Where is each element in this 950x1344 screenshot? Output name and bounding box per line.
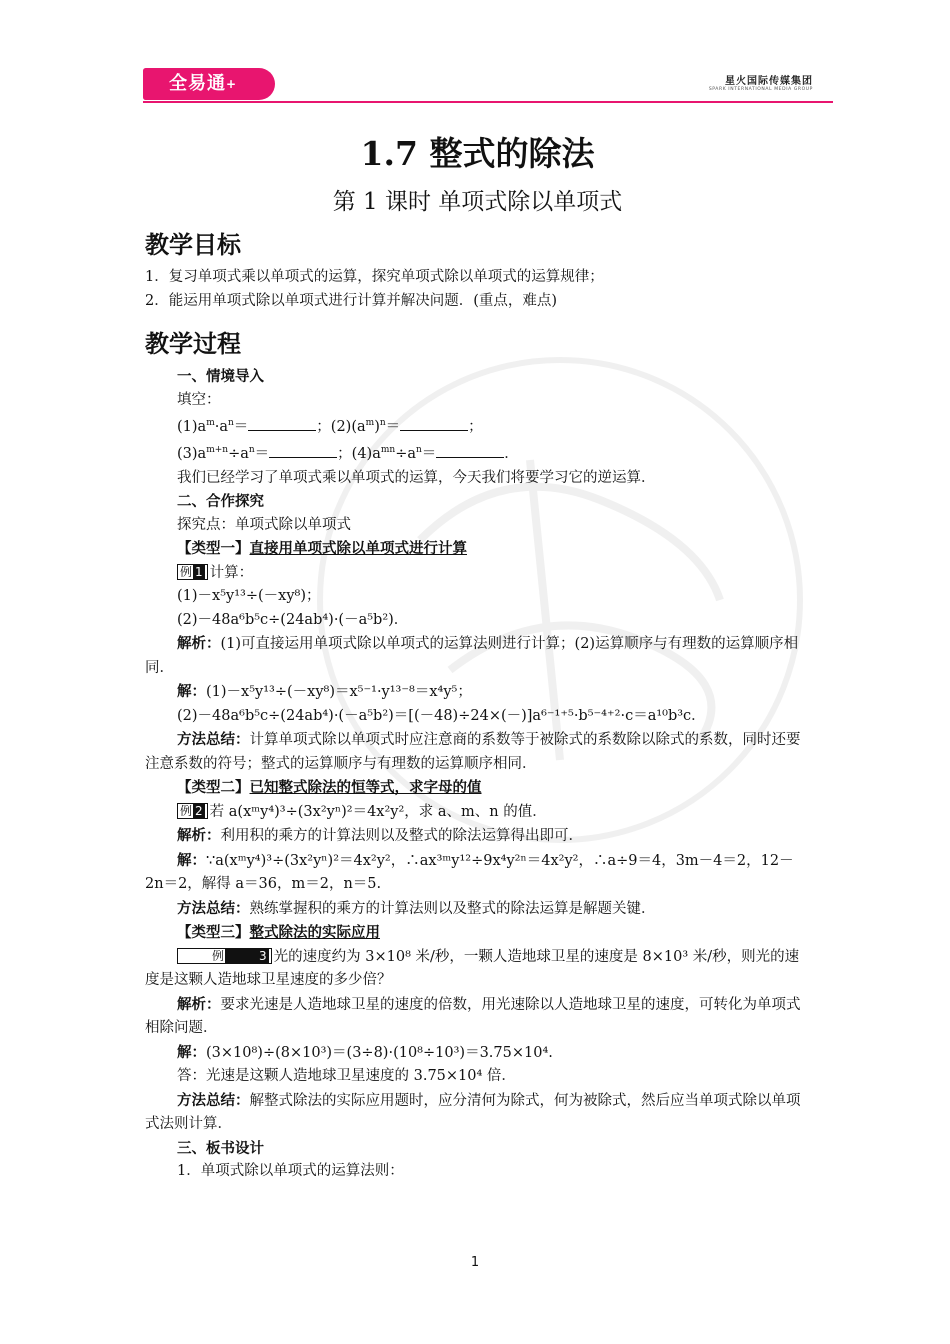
header-divider bbox=[143, 101, 833, 103]
example-1-summary: 方法总结：计算单项式除以单项式时应注意商的系数等于被除式的系数除以除式的系数，同时还要注意系数的符号；整式的运算顺序与有理数的运算顺序相同． bbox=[145, 731, 801, 772]
fill-line-2: $(3)a^{m+n}\div a^n=$ ；$(4)a^{mn}\div a^n=$ ． bbox=[177, 445, 519, 463]
example-1: 例 1 计算： bbox=[145, 562, 810, 586]
header-band bbox=[143, 68, 833, 104]
goals-heading: 教学目标 bbox=[145, 230, 241, 259]
page-number: 1 bbox=[470, 1255, 480, 1270]
answer-blank bbox=[269, 445, 337, 458]
logo-text: 全易通 bbox=[169, 73, 226, 94]
goal-item: 1．复习单项式乘以单项式的运算，探究单项式除以单项式的运算规律； bbox=[145, 269, 604, 285]
example-3-summary: 方法总结：解整式除法的实际应用题时，应分清何为除式，何为被除式，然后应当单项式除以单项式法则计算． bbox=[145, 1091, 801, 1133]
lesson-subtitle: 第 1 课时 单项式除以单项式 bbox=[332, 189, 623, 215]
example-3-solution: 解：(3×10⁸)÷(8×10³)＝(3÷8)·(10⁸÷10³)＝3.75×10⁴. bbox=[177, 1043, 553, 1061]
example-badge: 例 1 bbox=[177, 564, 208, 580]
answer-blank bbox=[248, 418, 316, 431]
example-badge: 例 3 bbox=[177, 948, 272, 964]
brand-logo bbox=[143, 68, 275, 100]
section-explore-title: 二、合作探究 bbox=[177, 493, 264, 511]
example-1-q2: (2)－48a⁶b⁵c÷(24ab⁴)·(－a⁵b²)． bbox=[177, 611, 409, 628]
intro-text: 我们已经学习了单项式乘以单项式的运算，今天我们将要学习它的逆运算． bbox=[177, 469, 656, 486]
section-board-title: 三、板书设计 bbox=[177, 1139, 264, 1157]
example-2-solution: 解：∵a(xᵐy⁴)³÷(3x²yⁿ)²＝4x²y²，∴ax³ᵐy¹²÷9x⁴y²ⁿ＝4x²y²，∴a÷9＝4，3m－4＝2，12－2n＝2，解得 a＝36，m＝2，n＝5. bbox=[145, 851, 794, 893]
example-badge: 例 2 bbox=[177, 803, 208, 819]
section-intro-title: 一、情境导入 bbox=[177, 368, 264, 385]
example-2-summary: 方法总结：熟练掌握积的乘方的计算法则以及整式的除法运算是解题关键． bbox=[177, 899, 656, 917]
example-2-analysis: 解析：利用积的乘方的计算法则以及整式的除法运算得出即可． bbox=[177, 827, 583, 845]
logo-star: + bbox=[226, 77, 238, 91]
explore-point: 探究点：单项式除以单项式 bbox=[177, 516, 351, 533]
process-heading: 教学过程 bbox=[145, 329, 241, 358]
example-1-analysis: 解析：(1)可直接运用单项式除以单项式的运算法则进行计算；(2)运算顺序与有理数的运算顺序相同． bbox=[145, 635, 799, 676]
example-1-solution-1: 解：(1)－x⁵y¹³÷(－xy⁸)＝x⁵⁻¹·y¹³⁻⁸＝x⁴y⁵； bbox=[177, 683, 472, 701]
fill-prompt: 填空： bbox=[177, 391, 221, 408]
publisher-name-en: SPARK INTERNATIONAL MEDIA GROUP bbox=[708, 87, 813, 92]
goal-item: 2．能运用单项式除以单项式进行计算并解决问题．(重点，难点) bbox=[145, 292, 558, 309]
example-2: 例 2 若 a(xᵐy⁴)³÷(3x²yⁿ)²＝4x²y²，求 a、m、n 的值． bbox=[145, 801, 810, 825]
page-content bbox=[145, 120, 810, 1184]
example-3: 例 3 光的速度约为 3×10⁸ 米/秒，一颗人造地球卫星的速度是 8×10³ 米/秒，则光的速度是这颗人造地球卫星速度的多少倍？ bbox=[145, 948, 800, 989]
publisher-name: 星火国际传媒集团 bbox=[725, 76, 813, 87]
example-1-q1: (1)－x⁵y¹³÷(－xy⁸)； bbox=[177, 588, 321, 605]
board-item: 1．单项式除以单项式的运算法则： bbox=[177, 1163, 404, 1180]
example-3-answer: 答：光速是这颗人造地球卫星速度的 3.75×10⁴ 倍． bbox=[177, 1068, 516, 1085]
example-3-analysis: 解析：要求光速是人造地球卫星的速度的倍数，用光速除以人造地球卫星的速度，可转化为单项式相除问题． bbox=[145, 995, 801, 1037]
example-1-solution-2: (2)－48a⁶b⁵c÷(24ab⁴)·(－a⁵b²)＝[(－48)÷24×(－)]a⁶⁻¹⁺⁵·b⁵⁻⁴⁺²·c＝a¹⁰b³c． bbox=[177, 707, 706, 724]
answer-blank bbox=[436, 445, 504, 458]
page-title: 1.7 整式的除法 bbox=[360, 134, 595, 173]
type-1-heading: 【类型一】直接用单项式除以单项式进行计算 bbox=[177, 540, 467, 558]
type-2-heading: 【类型二】已知整式除法的恒等式，求字母的值 bbox=[177, 779, 482, 797]
type-3-heading: 【类型三】整式除法的实际应用 bbox=[177, 924, 380, 942]
fill-line-1: $(1)a^m\cdot a^n=$ ；$(2)(a^m)^n=$ ； bbox=[177, 418, 483, 435]
answer-blank bbox=[400, 418, 468, 431]
